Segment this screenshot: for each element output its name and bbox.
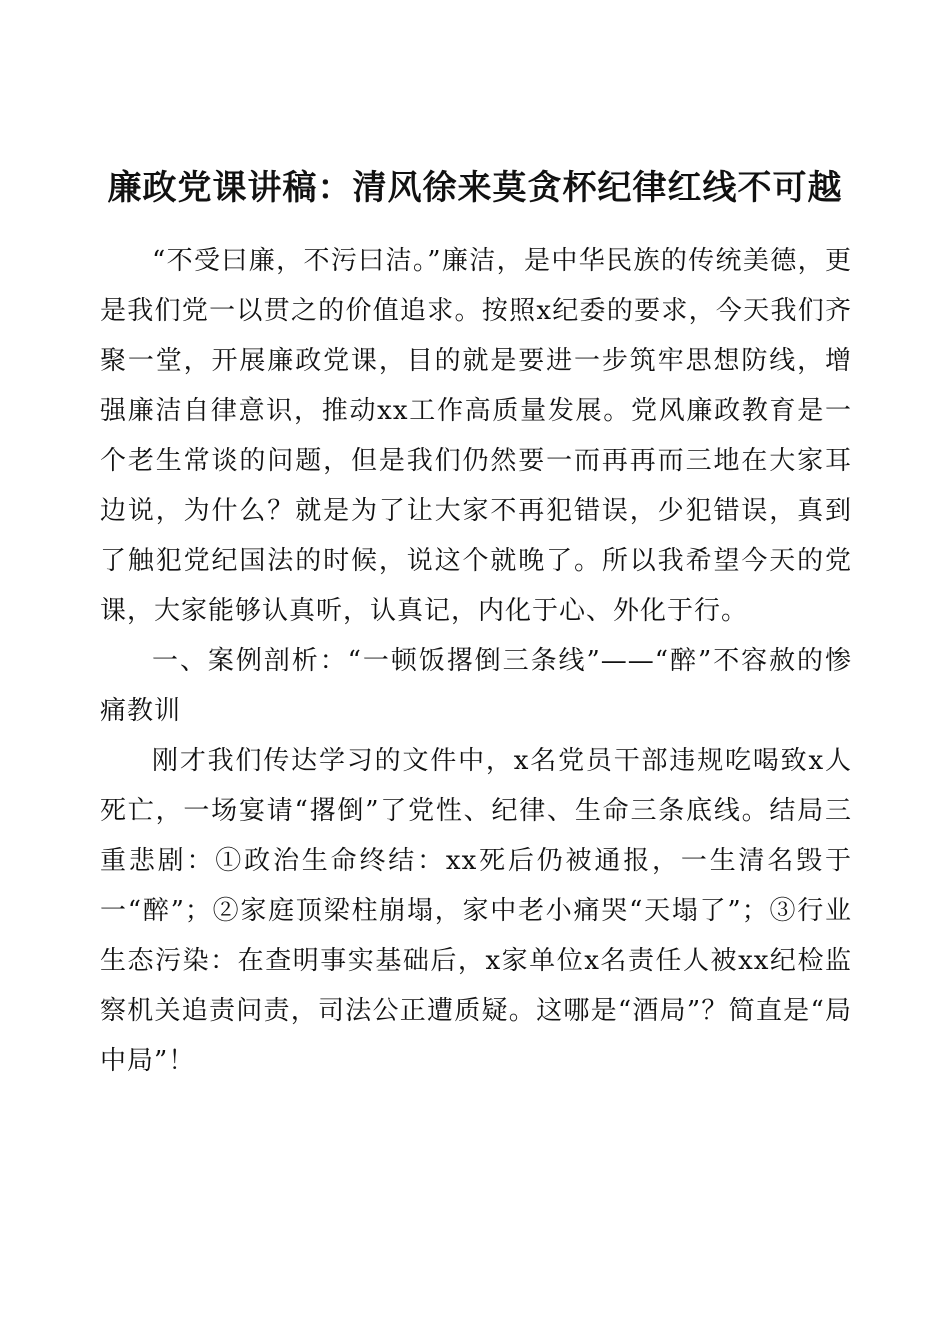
section-heading: 一、案例剖析：“一顿饭撂倒三条线”——“醉”不容赦的惨痛教训: [100, 646, 852, 726]
document-body: [100, 236, 852, 1086]
document-title: 廉政党课讲稿：清风徐来莫贪杯纪律红线不可越: [107, 168, 843, 208]
case-paragraph: 刚才我们传达学习的文件中，x名党员干部违规吃喝致x人死亡，一场宴请“撂倒”了党性、纪律、生命三条底线。结局三重悲剧：①政治生命终结：xx死后仍被通报，一生清名毁于一“醉”；②家庭顶梁柱崩塌，家中老小痛哭“天塌了”；③行业生态污染：在查明事实基础后，x家单位x名责任人被xx纪检监察机关追责问责，司法公正遭质疑。这哪是“酒局”？简直是“局中局”！: [100, 746, 852, 1076]
intro-paragraph: “不受曰廉，不污曰洁。”廉洁，是中华民族的传统美德，更是我们党一以贯之的价值追求。按照x纪委的要求，今天我们齐聚一堂，开展廉政党课，目的就是要进一步筑牢思想防线，增强廉洁自律意识，推动xx工作高质量发展。党风廉政教育是一个老生常谈的问题，但是我们仍然要一而再再而三地在大家耳边说，为什么？就是为了让大家不再犯错误，少犯错误，真到了触犯党纪国法的时候，说这个就晚了。所以我希望今天的党课，大家能够认真听，认真记，内化于心、外化于行。: [100, 246, 852, 626]
